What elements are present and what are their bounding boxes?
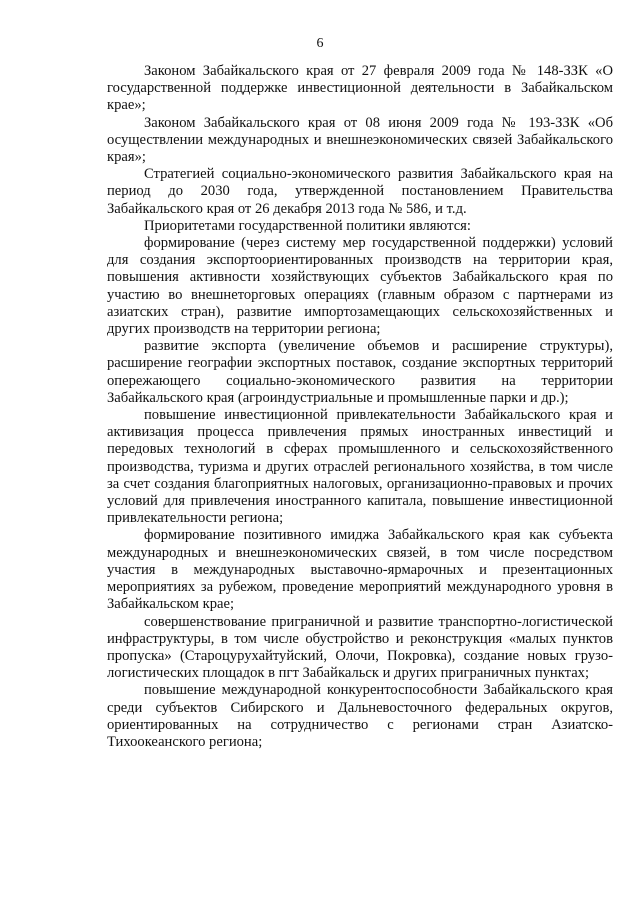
priority-investment-attractiveness: повышение инвестиционной привлекательности Забайкальского края и активизация процесса привлечения прямых иностранных инвестиций и передовых технологий в сферах промышленного и сельскохозяйственного производства, туризма и других отраслей регионального хозяйства, в том числе за счет создания благоприятных налоговых, организационно-правовых и прочих условий для привлечения иностранного капитала, повышение инвестиционной привлекательности региона;	[107, 407, 613, 527]
priority-export-production: формирование (через систему мер государственной поддержки) условий для создания экспортоориентированных производств на территории края, повышения активности хозяйствующих субъектов Забайкальского края по участию во внешнеторговых операциях (главным образом с партнерами из азиатских стран), развитие импортозамещающих сельскохозяйственных и других производств на территории региона;	[107, 235, 613, 338]
priority-competitiveness: повышение международной конкурентоспособности Забайкальского края среди субъектов Сибирского и Дальневосточного федеральных округов, ориентированных на сотрудничество с регионами стран Азиатско-Тихоокеанского региона;	[107, 682, 613, 750]
law-148-paragraph: Законом Забайкальского края от 27 февраля 2009 года № 148-ЗЗК «О государственной поддержке инвестиционной деятельности в Забайкальском крае»;	[107, 63, 613, 114]
priority-positive-image: формирование позитивного имиджа Забайкальского края как субъекта международных и внешнеэкономических связей, в том числе посредством участия в международных выставочно-ярмарочных и презентационных мероприятиях за рубежом, проведение мероприятий международного уровня в Забайкальском крае;	[107, 527, 613, 613]
priority-export-development: развитие экспорта (увеличение объемов и расширение структуры), расширение географии экспортных поставок, создание экспортных территорий опережающего социально-экономического развития на территории Забайкальского края (агроиндустриальные и промышленные парки и др.);	[107, 338, 613, 406]
strategy-2030-paragraph: Стратегией социально-экономического развития Забайкальского края на период до 2030 года, утвержденной постановлением Правительства Забайкальского края от 26 декабря 2013 года № 586, и т.д.	[107, 166, 613, 217]
priorities-heading: Приоритетами государственной политики являются:	[144, 217, 471, 234]
page-number: 6	[316, 36, 324, 51]
law-193-paragraph: Законом Забайкальского края от 08 июня 2009 года № 193-ЗЗК «Об осуществлении международных и внешнеэкономических связей Забайкальского края»;	[107, 114, 613, 166]
document-body	[107, 63, 613, 751]
priority-border-infrastructure: совершенствование приграничной и развитие транспортно-логистической инфраструктуры, в том числе обустройство и реконструкция «малых пунктов пропуска» (Староцурухайтуйский, Олочи, Покровка), создание новых грузо-логистических площадок в пгт Забайкальск и других приграничных пунктах;	[107, 613, 613, 682]
